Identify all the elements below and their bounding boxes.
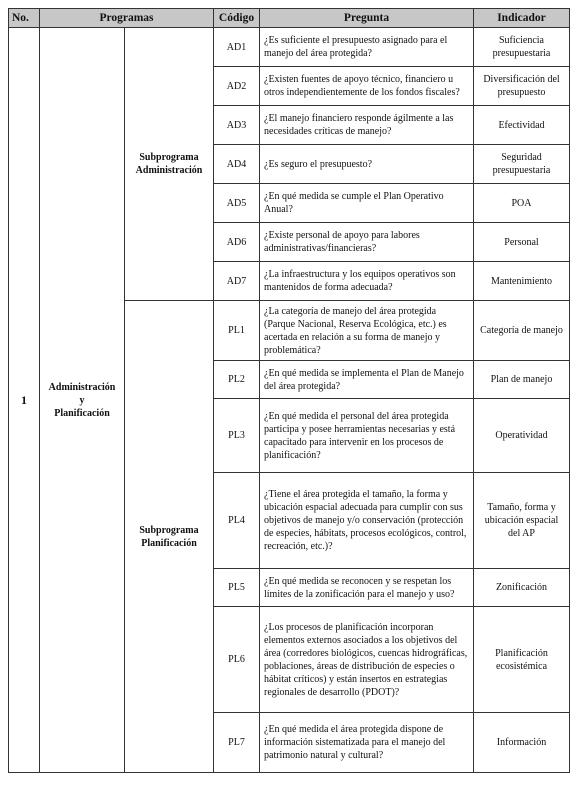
evaluation-table-sheet [8, 8, 569, 773]
header-codigo: Código [214, 9, 260, 28]
program-name-line2: y [79, 394, 85, 406]
indicator-cell: Operatividad [474, 399, 570, 473]
question-cell: ¿En qué medida el área protegida dispone de información sistematizada para el manejo del patrimonio natural y cultural? [260, 713, 474, 773]
evaluation-table [8, 8, 570, 773]
subprogram-label: Subprograma [139, 152, 199, 163]
indicator-cell: Suficiencia presupuestaria [474, 28, 570, 67]
code-cell: AD6 [214, 223, 260, 262]
code-cell: AD5 [214, 184, 260, 223]
question-cell: ¿Los procesos de planificación incorporan elementos externos asociados a los objetivos del área (corredores biológicos, cuencas hidrográficas, poblaciones, áreas de distribución de especies o hábitat críticos) y están insertos en estrategias regionales de desarrollo (PDOT)? [260, 607, 474, 713]
indicator-cell: Zonificación [474, 569, 570, 607]
program-name [40, 28, 125, 773]
code-cell: PL1 [214, 301, 260, 361]
code-cell: PL3 [214, 399, 260, 473]
subprogram-name: Planificación [141, 537, 197, 549]
header-row [9, 9, 570, 28]
indicator-cell: Plan de manejo [474, 361, 570, 399]
subprogram-name: Administración [135, 165, 203, 176]
indicator-cell: Planificación ecosistémica [474, 607, 570, 713]
header-indicador: Indicador [474, 9, 570, 28]
code-cell: PL7 [214, 713, 260, 773]
question-cell: ¿La infraestructura y los equipos operativos son mantenidos de forma adecuada? [260, 262, 474, 301]
indicator-cell: POA [474, 184, 570, 223]
code-cell: AD3 [214, 106, 260, 145]
question-cell: ¿Existe personal de apoyo para labores administrativas/financieras? [260, 223, 474, 262]
code-cell: AD2 [214, 67, 260, 106]
header-no: No. [9, 9, 40, 28]
code-cell: AD1 [214, 28, 260, 67]
question-cell: ¿En qué medida se reconocen y se respetan los límites de la zonificación para el manejo y uso? [260, 569, 474, 607]
code-cell: PL2 [214, 361, 260, 399]
indicator-cell: Categoría de manejo [474, 301, 570, 361]
question-cell: ¿Tiene el área protegida el tamaño, la forma y ubicación espacial adecuada para cumplir con sus objetivos de manejo y/o conservación (protección de especies, hábitats, procesos ecológicos, control, recreación, etc.)? [260, 473, 474, 569]
indicator-cell: Diversificación del presupuesto [474, 67, 570, 106]
question-cell: ¿En qué medida el personal del área protegida participa y posee herramientas necesarias y está capacitado para intervenir en los procesos de planificación? [260, 399, 474, 473]
table-row-ad1 [9, 28, 570, 67]
indicator-cell: Personal [474, 223, 570, 262]
subprogram-administracion [125, 28, 214, 301]
code-cell: PL6 [214, 607, 260, 713]
indicator-cell: Efectividad [474, 106, 570, 145]
code-cell: PL4 [214, 473, 260, 569]
row-number: 1 [9, 28, 40, 773]
program-name-line3: Planificación [54, 407, 110, 419]
question-cell: ¿Existen fuentes de apoyo técnico, financiero u otros independientemente de los fondos fiscales? [260, 67, 474, 106]
subprogram-planificacion [125, 301, 214, 773]
indicator-cell: Información [474, 713, 570, 773]
header-programas: Programas [40, 9, 214, 28]
indicator-cell: Tamaño, forma y ubicación espacial del AP [474, 473, 570, 569]
question-cell: ¿Es seguro el presupuesto? [260, 145, 474, 184]
question-cell: ¿La categoría de manejo del área protegida (Parque Nacional, Reserva Ecológica, etc.) es acertada en relación a su forma de manejo y problemática? [260, 301, 474, 361]
indicator-cell: Mantenimiento [474, 262, 570, 301]
header-pregunta: Pregunta [260, 9, 474, 28]
code-cell: PL5 [214, 569, 260, 607]
question-cell: ¿Es suficiente el presupuesto asignado para el manejo del área protegida? [260, 28, 474, 67]
code-cell: AD7 [214, 262, 260, 301]
code-cell: AD4 [214, 145, 260, 184]
program-name-line1: Administración [48, 381, 116, 393]
question-cell: ¿En qué medida se cumple el Plan Operativo Anual? [260, 184, 474, 223]
subprogram-label: Subprograma [139, 524, 199, 536]
question-cell: ¿El manejo financiero responde ágilmente a las necesidades críticas de manejo? [260, 106, 474, 145]
question-cell: ¿En qué medida se implementa el Plan de Manejo del área protegida? [260, 361, 474, 399]
indicator-cell: Seguridad presupuestaria [474, 145, 570, 184]
